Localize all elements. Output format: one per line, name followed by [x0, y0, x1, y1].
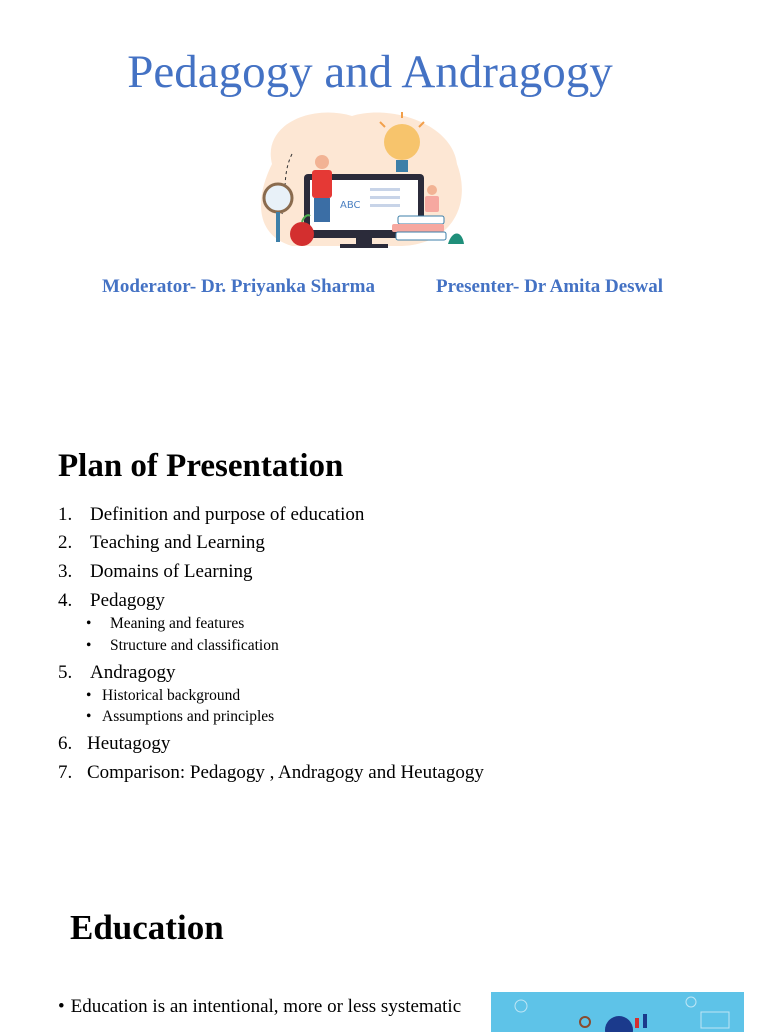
sub-list-item: [86, 686, 240, 706]
page-title: Pedagogy and Andragogy: [127, 46, 613, 98]
list-number: 4.: [58, 590, 73, 611]
list-number: 1.: [58, 504, 73, 525]
list-item: [58, 531, 265, 555]
bullet-icon: •: [86, 708, 92, 725]
list-label: Comparison: Pedagogy , Andragogy and Heutagogy: [87, 762, 484, 783]
sub-list-label: Structure and classification: [110, 637, 279, 654]
list-item: [58, 560, 253, 584]
sub-list-label: Meaning and features: [110, 615, 245, 632]
teaching-illustration: [252, 104, 474, 252]
svg-text:ABC: ABC: [340, 200, 361, 211]
list-label: Definition and purpose of education: [90, 504, 365, 525]
list-item: [58, 589, 165, 613]
list-label: Domains of Learning: [90, 561, 253, 582]
list-item: [58, 732, 170, 756]
plan-heading: Plan of Presentation: [58, 448, 344, 484]
sub-list-item: [86, 636, 279, 656]
education-bullet: [58, 996, 461, 1018]
list-number: 6.: [58, 733, 73, 754]
list-number: 3.: [58, 561, 73, 582]
moderator-label: Moderator- Dr. Priyanka Sharma: [102, 276, 376, 297]
list-number: 5.: [58, 662, 73, 683]
education-illustration: [491, 992, 744, 1032]
bullet-icon: •: [86, 637, 92, 654]
education-bullet-text: Education is an intentional, more or less systematic: [70, 996, 462, 1017]
sub-list-label: Historical background: [102, 687, 241, 704]
list-number: 2.: [58, 532, 73, 553]
bullet-icon: •: [86, 615, 92, 632]
sub-list-label: Assumptions and principles: [102, 708, 275, 725]
presenter-label: Presenter- Dr Amita Deswal: [436, 276, 664, 297]
bullet-icon: •: [58, 996, 65, 1017]
list-number: 7.: [58, 762, 73, 783]
list-label: Teaching and Learning: [90, 532, 265, 553]
sub-list-item: [86, 614, 244, 634]
list-item: [58, 503, 364, 527]
sub-list-item: [86, 707, 274, 727]
list-label: Andragogy: [90, 662, 176, 683]
list-item: [58, 661, 175, 685]
list-label: Pedagogy: [90, 590, 165, 611]
list-label: Heutagogy: [87, 733, 171, 754]
education-heading: Education: [70, 908, 224, 947]
bullet-icon: •: [86, 687, 92, 704]
list-item: [58, 761, 484, 785]
